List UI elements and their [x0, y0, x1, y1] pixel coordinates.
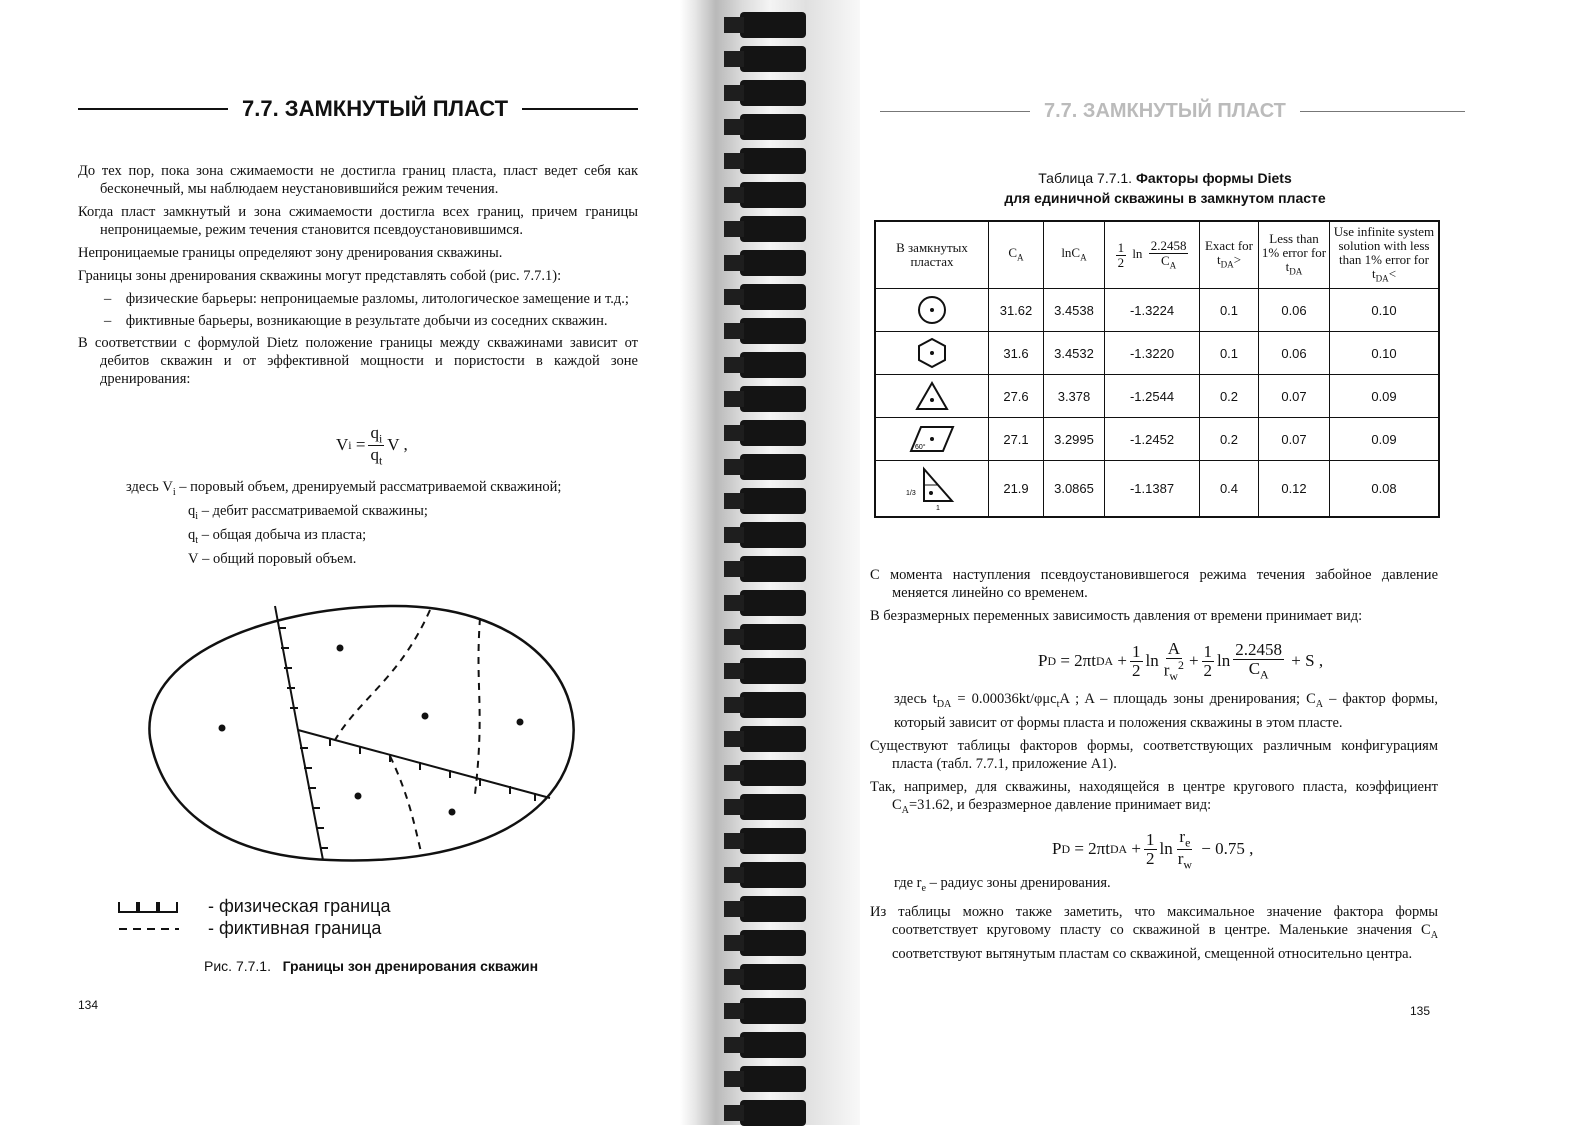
- half-ln-cell: -1.2544: [1105, 375, 1200, 418]
- binding-coil-tab: [724, 85, 744, 101]
- half-ln-cell: -1.3220: [1105, 332, 1200, 375]
- binding-coil: [740, 794, 806, 820]
- col-half-ln: $\frac{1}{2}$ ln $\frac{2.2458}{C_A}$: [1105, 221, 1200, 289]
- binding-coil-tab: [724, 969, 744, 985]
- right-body-text-bottom: [870, 874, 1438, 968]
- binding-coil-tab: [724, 731, 744, 747]
- physical-boundary-symbol: [118, 900, 180, 914]
- shape-factor-table: [874, 220, 1440, 518]
- paragraph: Границы зоны дренирования скважины могут представлять собой (рис. 7.7.1):: [78, 268, 562, 284]
- binding-coil: [740, 658, 806, 684]
- infinite-cell: 0.10: [1330, 332, 1440, 375]
- section-title: 7.7. ЗАМКНУТЫЙ ПЛАСТ: [242, 96, 509, 121]
- exact-cell: 0.1: [1200, 289, 1259, 332]
- where-item: $q_t$ – общая добыча из пласта;: [188, 526, 367, 546]
- shape-cell: [875, 375, 989, 418]
- lnca-cell: 3.0865: [1044, 461, 1105, 517]
- half-ln-cell: -1.2452: [1105, 418, 1200, 461]
- exact-cell: 0.4: [1200, 461, 1259, 517]
- where-item: V – общий поровый объем.: [188, 550, 357, 567]
- circle-icon: [914, 294, 950, 326]
- legend-label: - фиктивная граница: [208, 918, 382, 938]
- paragraph: Непроницаемые границы определяют зону дренирования скважины.: [78, 245, 503, 261]
- col-shape: В замкнутых пластах: [875, 221, 989, 289]
- paragraph: где $r_e$ – радиус зоны дренирования.: [894, 875, 1111, 894]
- binding-coil: [740, 930, 806, 956]
- binding-coil-tab: [724, 1037, 744, 1053]
- shape-cell: [875, 418, 989, 461]
- exact-cell: 0.2: [1200, 418, 1259, 461]
- binding-coil-tab: [724, 289, 744, 305]
- drainage-boundaries-figure: [140, 598, 580, 868]
- binding-coil-tab: [724, 391, 744, 407]
- binding-coil: [740, 1066, 806, 1092]
- binding-coil: [740, 182, 806, 208]
- infinite-cell: 0.09: [1330, 418, 1440, 461]
- binding-coil: [740, 760, 806, 786]
- binding-coil-tab: [724, 867, 744, 883]
- binding-coil-tab: [724, 833, 744, 849]
- header-rule: [1300, 111, 1465, 112]
- binding-coil-tab: [724, 255, 744, 271]
- header-rule: [880, 111, 1030, 112]
- paragraph: Существуют таблицы факторов формы, соответствующих различным конфигурациям пласта (табл. 7.7.1, приложение А1).: [870, 737, 1438, 772]
- boundary-ticks: [278, 628, 535, 848]
- binding-coil: [740, 352, 806, 378]
- less-cell: 0.07: [1259, 375, 1330, 418]
- left-body-text: [78, 162, 638, 393]
- paragraph: Когда пласт замкнутый и зона сжимаемости достигла всех границ, причем границы непроницаемые, режим течения становится псевдоустановившимся.: [78, 204, 638, 238]
- section-header-left: [78, 96, 638, 122]
- less-cell: 0.06: [1259, 332, 1330, 375]
- infinite-cell: 0.08: [1330, 461, 1440, 517]
- binding-coil: [740, 624, 806, 650]
- half-ln-cell: -1.1387: [1105, 461, 1200, 517]
- ca-cell: 27.1: [989, 418, 1044, 461]
- page-number-right: 135: [1410, 1004, 1431, 1018]
- paragraph: С момента наступления псевдоустановившегося режима течения забойное давление меняется линейно со временем.: [870, 567, 1438, 601]
- binding-coil: [740, 420, 806, 446]
- where-item: $q_i$ – дебит рассматриваемой скважины;: [188, 502, 428, 522]
- binding-coil-tab: [724, 697, 744, 713]
- physical-boundary: [275, 606, 323, 860]
- table-row: [875, 289, 1439, 332]
- binding-coil-tab: [724, 1003, 744, 1019]
- binding-coil: [740, 828, 806, 854]
- binding-coil-tab: [724, 153, 744, 169]
- binding-coil: [740, 522, 806, 548]
- shape-cell: [875, 461, 989, 517]
- binding-coil-tab: [724, 17, 744, 33]
- fictitious-boundary-symbol: [118, 922, 180, 936]
- paragraph: Так, например, для скважины, находящейся в центре кругового пласта, коэффициент $C_A=31.62$, и безразмерное давление принимает вид:: [870, 778, 1438, 816]
- binding-coil: [740, 114, 806, 140]
- binding-coil-tab: [724, 493, 744, 509]
- binding-coil: [740, 216, 806, 242]
- rhombus-60-icon: [909, 423, 955, 455]
- exact-cell: 0.1: [1200, 332, 1259, 375]
- binding-coil-tab: [724, 935, 744, 951]
- col-less-than-1: Less than 1% error for $t_{DA}$: [1259, 221, 1330, 289]
- binding-coil: [740, 46, 806, 72]
- paragraph: В соответствии с формулой Dietz положение границы между скважинами зависит от дебитов скважин и от эффективной мощности и пористости в каждой зоне дренирования:: [78, 335, 638, 387]
- binding-coil-tab: [724, 765, 744, 781]
- page-number-left: 134: [78, 998, 99, 1012]
- paragraph: В безразмерных переменных зависимость давления от времени принимает вид:: [870, 608, 1363, 624]
- table-row: [875, 461, 1439, 517]
- shape-cell: [875, 332, 989, 375]
- binding-coil-tab: [724, 901, 744, 917]
- paragraph: До тех пор, пока зона сжимаемости не достигла границ пласта, пласт ведет себя как бесконечный, мы наблюдаем неустановившийся режим течения.: [78, 163, 638, 197]
- infinite-cell: 0.10: [1330, 289, 1440, 332]
- paragraph: Из таблицы можно также заметить, что максимальное значение фактора формы соответствует круговому пласту со скважиной в центре. Маленькие значения $C_A$ соответствуют вытянутым пластам со скважиной, смещенной относительно центра.: [870, 903, 1438, 962]
- lnca-cell: 3.4538: [1044, 289, 1105, 332]
- legend-fictitious: [118, 918, 381, 939]
- binding-coil-tab: [724, 323, 744, 339]
- binding-coil: [740, 556, 806, 582]
- binding-coil: [740, 148, 806, 174]
- binding-coil-tab: [724, 799, 744, 815]
- header-rule: [78, 108, 228, 110]
- ca-cell: 31.6: [989, 332, 1044, 375]
- pressure-formula-circle: P D = 2πt DA + $\frac{1}{2}$ ln $\frac{r_e}{r_w}$ − 0.75 ,: [1052, 827, 1254, 872]
- binding-coil-tab: [724, 119, 744, 135]
- binding-coil-tab: [724, 1071, 744, 1087]
- binding-coil: [740, 964, 806, 990]
- legend-physical: [118, 896, 391, 917]
- binding-coil: [740, 862, 806, 888]
- binding-coil-tab: [724, 561, 744, 577]
- binding-coil: [740, 896, 806, 922]
- table-row: [875, 375, 1439, 418]
- paragraph: здесь $t_{DA} = 0.00036kt/\varphi\mu c_tA$ ; A – площадь зоны дренирования; $C_A$ – фактор формы, который зависит от формы пласта и положения скважины в этом пласте.: [894, 691, 1438, 731]
- lnca-cell: 3.378: [1044, 375, 1105, 418]
- triangle-icon: [914, 380, 950, 412]
- table-row: [875, 332, 1439, 375]
- col-lnca: lnC$_A$: [1044, 221, 1105, 289]
- where-item: здесь $V_i$ – поровый объем, дренируемый рассматриваемой скважиной;: [126, 479, 562, 498]
- binding-coil-tab: [724, 221, 744, 237]
- reservoir-outline: [149, 606, 573, 861]
- binding-coil-tab: [724, 187, 744, 203]
- col-exact: Exact for $t_{DA}>$: [1200, 221, 1259, 289]
- binding-coil-tab: [724, 357, 744, 373]
- hexagon-icon: [914, 337, 950, 369]
- binding-coil: [740, 488, 806, 514]
- table-caption: Таблица 7.7.1. Факторы формы Diets для единичной скважины в замкнутом пласте: [1004, 170, 1326, 206]
- binding-coil-tab: [724, 629, 744, 645]
- col-infinite: Use infinite system solution with less than 1% error for $t_{DA}<$: [1330, 221, 1440, 289]
- less-cell: 0.07: [1259, 418, 1330, 461]
- binding-coil-tab: [724, 527, 744, 543]
- svg-text:1/3: 1/3: [906, 490, 916, 498]
- right-body-text-top: [870, 566, 1438, 630]
- infinite-cell: 0.09: [1330, 375, 1440, 418]
- fictitious-boundaries: [335, 610, 480, 856]
- section-header-right: [880, 100, 1465, 123]
- section-title-faded: 7.7. ЗАМКНУТЫЙ ПЛАСТ: [1044, 100, 1286, 122]
- table-row: [875, 418, 1439, 461]
- bullet-item: – физические барьеры: непроницаемые разломы, литологическое замещение и т.д.;: [104, 291, 629, 307]
- binding-coil-tab: [724, 1105, 744, 1121]
- binding-coil-tab: [724, 459, 744, 475]
- where-list: [78, 478, 638, 574]
- binding-coil: [740, 590, 806, 616]
- binding-coil: [740, 726, 806, 752]
- right-body-text-middle: [870, 690, 1438, 825]
- binding-spine: [680, 0, 860, 1125]
- binding-coil-tab: [724, 425, 744, 441]
- binding-coil: [740, 386, 806, 412]
- dietz-formula: V i = $\frac{q_i}{q_t}$ V ,: [336, 423, 408, 468]
- ca-cell: 27.6: [989, 375, 1044, 418]
- legend-label: - физическая граница: [208, 896, 391, 916]
- lnca-cell: 3.4532: [1044, 332, 1105, 375]
- ca-cell: 21.9: [989, 461, 1044, 517]
- binding-coil: [740, 80, 806, 106]
- less-cell: 0.12: [1259, 461, 1330, 517]
- binding-coil: [740, 250, 806, 276]
- right-page: [860, 0, 1587, 1125]
- svg-text:60°: 60°: [915, 444, 926, 451]
- header-rule: [522, 108, 638, 110]
- ca-cell: 31.62: [989, 289, 1044, 332]
- less-cell: 0.06: [1259, 289, 1330, 332]
- exact-cell: 0.2: [1200, 375, 1259, 418]
- binding-coil: [740, 284, 806, 310]
- shape-cell: [875, 289, 989, 332]
- pressure-formula-general: P D = 2πt DA + $\frac{1}{2}$ ln $\frac{A}{r_w^2}$ + $\frac{1}{2}$ ln $\frac{2.2458}{C_A}$ + S ,: [1038, 639, 1324, 683]
- col-ca: $C_A$: [989, 221, 1044, 289]
- right-triangle-icon: [904, 465, 960, 511]
- half-ln-cell: -1.3224: [1105, 289, 1200, 332]
- binding-coil: [740, 454, 806, 480]
- binding-coil: [740, 998, 806, 1024]
- lnca-cell: 3.2995: [1044, 418, 1105, 461]
- binding-coil: [740, 692, 806, 718]
- figure-caption: Рис. 7.7.1. Границы зон дренирования скважин: [204, 958, 539, 974]
- binding-coil: [740, 318, 806, 344]
- binding-coil-tab: [724, 51, 744, 67]
- binding-coil: [740, 1032, 806, 1058]
- left-page: [0, 0, 680, 1125]
- binding-coil-tab: [724, 595, 744, 611]
- svg-text:1: 1: [936, 505, 940, 512]
- table-header-row: [875, 221, 1439, 289]
- binding-coil-tab: [724, 663, 744, 679]
- binding-coil: [740, 12, 806, 38]
- binding-coil: [740, 1100, 806, 1126]
- bullet-item: – фиктивные барьеры, возникающие в результате добычи из соседних скважин.: [104, 313, 608, 329]
